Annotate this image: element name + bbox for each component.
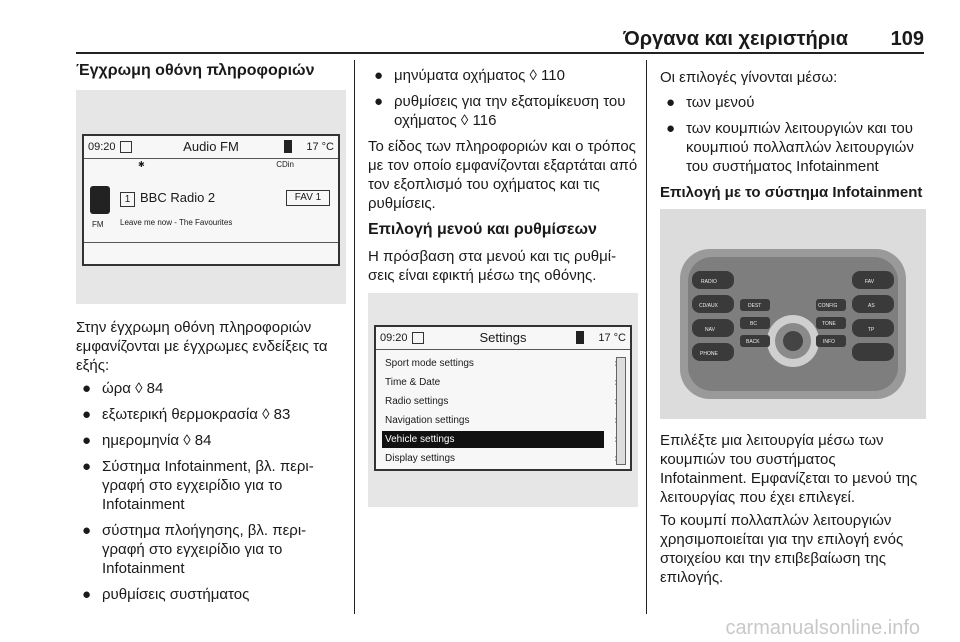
menu-item[interactable]: Time & Date [382,374,604,391]
screen-title: Settings [479,330,527,345]
radio-button-label: RADIO [701,279,717,285]
column-2 [368,56,638,612]
watermark: carmanualsonline.info [725,617,920,639]
list-item: ● ώρα ◊ 84 [82,380,164,397]
phone-icon [284,140,292,153]
list-item: ● μηνύματα οχήματος ◊ 110 [374,67,565,84]
intro-text: Στην έγχρωμη οθόνη πληροφοριών εμφανίζονται με έγχρωμες ενδείξεις τα εξής: [76,319,328,374]
config-button-label: CONFIG [818,303,838,309]
screen-topbar [376,327,630,350]
infotainment-console-image [660,209,926,419]
column-divider [646,60,647,614]
column-divider [354,60,355,614]
list-item: ● ημερομηνία ◊ 84 [82,432,212,449]
menu-item[interactable]: Display settings [382,450,604,467]
tone-button-label: TONE [822,321,836,327]
cd-label: CDin [276,160,294,169]
console-figure [660,209,926,419]
body-text: Η πρόσβαση στα μενού και τις ρυθμί- σεις είναι εφικτή μέσω της οθόνης. [368,248,617,284]
body-text: Επιλέξτε μια λειτουργία μέσω των κουμπιών του συστήματος Infotainment. Εμφανίζεται το μενού της λειτουργίας που έχει επιλεγεί. [660,432,918,506]
as-button-label: AS [868,303,875,309]
list-item: ● σύστημα πλοήγησης, βλ. περι- γραφή στο εγχειρίδιο για το Infotainment [82,522,307,577]
dest-button-label: DEST [748,303,762,309]
track-info: Leave me now - The Favourites [120,218,233,227]
header-rule [76,52,924,54]
settings-screen-figure [368,293,638,507]
scrollbar[interactable] [616,357,626,465]
info-list-continued [368,66,638,130]
section-heading: Έγχρωμη οθόνη πληροφοριών [76,62,315,79]
list-item: ● των κουμπιών λειτουργιών και του κουμπιού πολλαπλών λειτουργιών του συστήματος Infotainment [666,120,914,175]
column-3 [660,56,926,612]
station-name: BBC Radio 2 [140,190,216,205]
audio-screen [82,134,340,266]
clock: 09:20 [88,141,116,153]
back-button-label: BACK [746,339,760,345]
page-number: 109 [890,28,924,50]
screen-topbar [84,136,338,159]
temperature: 17 °C [598,332,626,344]
sub-heading: Επιλογή με το σύστημα Infotainment [660,184,923,201]
intro-text: Οι επιλογές γίνονται μέσω: [660,69,838,86]
audio-screen-figure [76,90,346,304]
screen-divider [84,242,338,243]
screen-title: Audio FM [183,139,239,154]
options-list [660,93,926,176]
band-label: FM [92,220,104,229]
cd-aux-button-label: CD/AUX [699,303,718,309]
nav-button-label: NAV [705,327,715,333]
tp-button-label: TP [868,327,875,333]
body-text: Το είδος των πληροφοριών και ο τρόπος με τον οποίο εμφανίζονται εξαρτάται από τον εξοπλισμό του οχήματος και τις ρυθμίσεις. [368,138,638,212]
bc-button-label: BC [750,321,757,327]
clock: 09:20 [380,332,408,344]
list-item: ● Σύστημα Infotainment, βλ. περι- γραφή στο εγχειρίδιο για το Infotainment [82,458,314,513]
list-item: ● ρυθμίσεις για την εξατομίκευση του οχήματος ◊ 116 [374,93,626,129]
phone-button-label: PHONE [700,351,718,357]
fav-button-label: FAV [865,279,875,285]
column-1 [76,56,346,612]
bluetooth-icon: ✱ [138,160,145,169]
phone-icon [576,331,584,344]
list-item: ● ρυθμίσεις συστήματος [82,586,250,603]
chapter-title: Όργανα και χειριστήρια [623,28,848,50]
menu-item[interactable]: Navigation settings [382,412,604,429]
menu-item-selected[interactable]: Vehicle settings [382,431,604,448]
settings-screen [374,325,632,471]
info-list [76,379,346,604]
radio-icon [90,186,110,214]
body-text: Το κουμπί πολλαπλών λειτουργιών χρησιμοποιείται για την επιλογή ενός στοιχείου και την επιβεβαίωση της επιλογής. [660,512,904,586]
list-item: ● των μενού [666,94,755,111]
section-heading: Επιλογή μενού και ρυθμίσεων [368,221,597,238]
info-button-label: INFO [823,339,835,345]
preset-number: 1 [120,192,135,207]
temperature: 17 °C [306,141,334,153]
list-item: ● εξωτερική θερμοκρασία ◊ 83 [82,406,291,423]
menu-item[interactable]: Radio settings [382,393,604,410]
menu-item[interactable]: Sport mode settings [382,355,604,372]
fav-button[interactable]: FAV 1 [286,190,330,206]
